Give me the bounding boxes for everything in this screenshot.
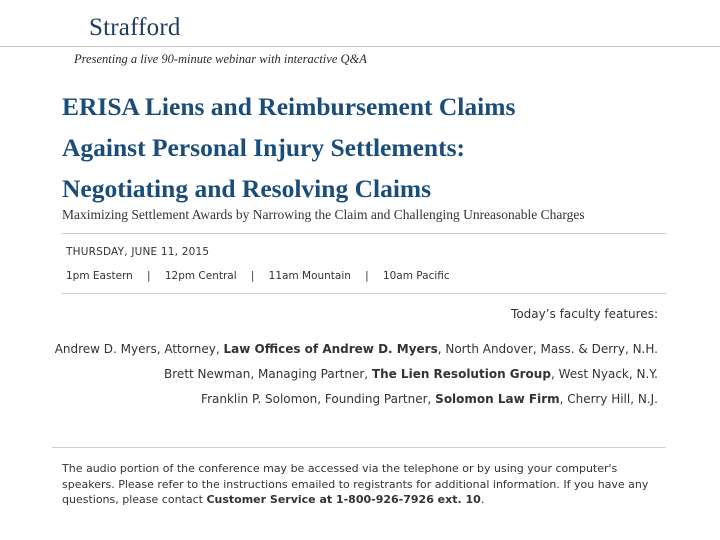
title-line-2: Against Personal Injury Settlements: bbox=[62, 133, 466, 162]
faculty-list bbox=[55, 340, 658, 415]
notice-text: The audio portion of the conference may be accessed via the telephone or by using your computer's speakers. Please refer to the instructions emailed to registrants for additional information. If you have any questions, please contact bbox=[62, 462, 649, 506]
faculty-firm: Law Offices of Andrew D. Myers bbox=[223, 342, 438, 356]
subtitle-divider bbox=[62, 233, 666, 234]
faculty-location: , North Andover, Mass. & Derry, N.H. bbox=[437, 342, 658, 356]
customer-service-contact: Customer Service at 1-800-926-7926 ext. 10 bbox=[206, 493, 481, 506]
faculty-name-title: Franklin P. Solomon, Founding Partner, bbox=[201, 392, 436, 406]
time-separator: | bbox=[147, 270, 151, 282]
faculty-member bbox=[55, 390, 658, 415]
webinar-date: THURSDAY, JUNE 11, 2015 bbox=[66, 246, 210, 258]
faculty-firm: Solomon Law Firm bbox=[435, 392, 560, 406]
time-mountain: 11am Mountain bbox=[268, 270, 351, 282]
faculty-firm: The Lien Resolution Group bbox=[371, 367, 551, 381]
faculty-location: , West Nyack, N.Y. bbox=[550, 367, 658, 381]
faculty-name-title: Andrew D. Myers, Attorney, bbox=[54, 342, 224, 356]
time-eastern: 1pm Eastern bbox=[66, 270, 133, 282]
title-line-3: Negotiating and Resolving Claims bbox=[62, 174, 432, 203]
schedule-divider bbox=[62, 293, 666, 294]
title-line-1: ERISA Liens and Reimbursement Claims bbox=[62, 92, 516, 121]
webinar-title bbox=[62, 86, 702, 209]
header-divider bbox=[0, 46, 720, 47]
time-separator: | bbox=[250, 270, 255, 282]
faculty-member bbox=[55, 365, 658, 390]
time-central: 12pm Central bbox=[164, 270, 237, 282]
faculty-member bbox=[55, 340, 658, 365]
faculty-location: , Cherry Hill, N.J. bbox=[559, 392, 658, 406]
webinar-subtitle: Maximizing Settlement Awards by Narrowing the Claim and Challenging Unreasonable Charges bbox=[62, 207, 585, 222]
tagline: Presenting a live 90-minute webinar with interactive Q&A bbox=[74, 52, 367, 66]
time-separator: | bbox=[365, 270, 369, 282]
notice-divider bbox=[52, 447, 666, 448]
notice-end: . bbox=[480, 493, 485, 506]
strafford-logo: Strafford bbox=[89, 14, 181, 41]
time-pacific: 10am Pacific bbox=[382, 270, 450, 282]
audio-notice bbox=[62, 461, 662, 508]
faculty-header: Today’s faculty features: bbox=[511, 307, 658, 321]
webinar-times bbox=[66, 270, 450, 282]
faculty-name-title: Brett Newman, Managing Partner, bbox=[164, 367, 372, 381]
